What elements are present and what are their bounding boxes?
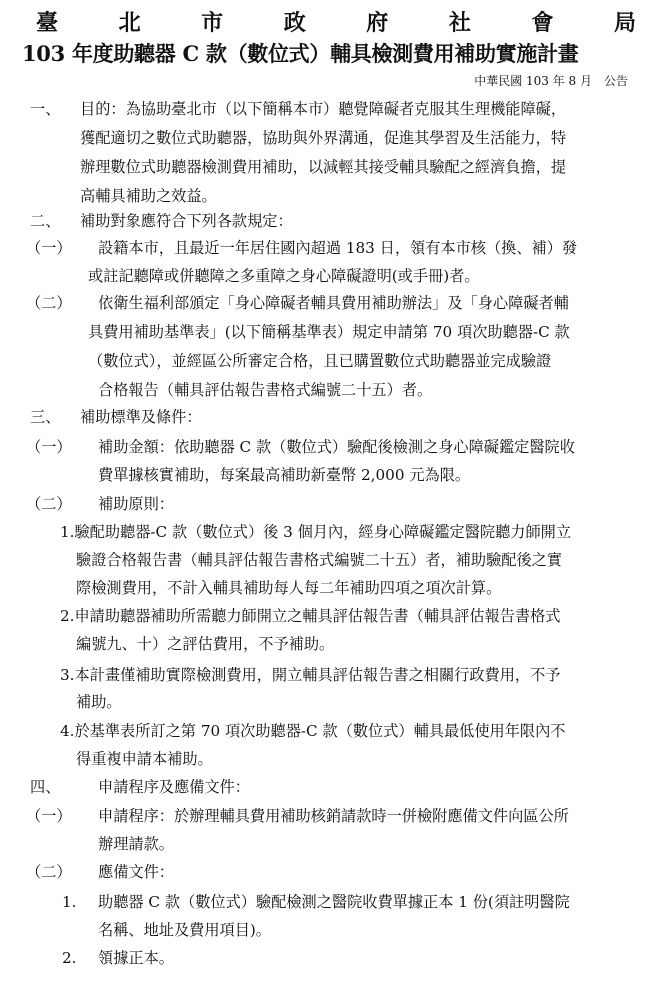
section-label: 三、 [30, 408, 61, 426]
text-line: 4.於基準表所訂之第 70 項次助聽器-C 款（數位式）輔具最低使用年限內不 [60, 722, 566, 740]
item-label: （二） [26, 294, 72, 312]
text-line: 驗證合格報告書（輔具評估報告書格式編號二十五）者，補助驗配後之實 [76, 551, 562, 569]
text-line: 目的：為協助臺北市（以下簡稱本市）聽覺障礙者克服其生理機能障礙， [80, 100, 566, 118]
document-item-number: 1. [62, 893, 77, 911]
text-line: 際檢測費用，不計入輔具補助每人每二年補助四項之項次計算。 [76, 579, 502, 597]
org-char: 臺 [36, 10, 59, 36]
text-line: 得重複申請本補助。 [76, 750, 213, 768]
subsection-heading: 應備文件： [98, 863, 174, 881]
text-line: 補助金額：依助聽器 C 款（數位式）驗配後檢測之身心障礙鑑定醫院收 [98, 438, 575, 456]
announcement-date: 中華民國 103 年 8 月 公告 [474, 74, 628, 88]
item-label: （一） [26, 807, 72, 825]
org-char: 社 [448, 10, 471, 36]
section-label: 二、 [30, 212, 61, 230]
text-line: 3.本計畫僅補助實際檢測費用，開立輔具評估報告書之相關行政費用，不予 [60, 666, 561, 684]
text-line: 具費用補助基準表」(以下簡稱基準表）規定申請第 70 項次助聽器-C 款 [88, 323, 570, 341]
text-line: 合格報告（輔具評估報告書格式編號二十五）者。 [98, 381, 433, 399]
item-label: （一） [26, 239, 72, 257]
text-line: 名稱、地址及費用項目)。 [98, 921, 271, 939]
org-char: 北 [118, 10, 141, 36]
text-line: 設籍本市，且最近一年居住國內超過 183 日，領有本市核（換、補）發 [98, 239, 578, 257]
organization-name [36, 6, 636, 37]
text-line: 2.申請助聽器補助所需聽力師開立之輔具評估報告書（輔具評估報告書格式 [60, 607, 561, 625]
org-char: 政 [283, 10, 306, 36]
text-line: 補助。 [76, 693, 122, 711]
org-char: 府 [366, 10, 389, 36]
text-line: 或註記聽障或併聽障之多重障之身心障礙證明(或手冊)者。 [88, 267, 480, 285]
org-char: 局 [613, 10, 636, 36]
org-char: 會 [531, 10, 554, 36]
section-heading: 申請程序及應備文件： [98, 778, 250, 796]
text-line: 助聽器 C 款（數位式）驗配檢測之醫院收費單據正本 1 份(須註明醫院 [98, 893, 570, 911]
item-label: （一） [26, 438, 72, 456]
item-label: （二） [26, 495, 72, 513]
item-label: （二） [26, 863, 72, 881]
text-line: 依衛生福利部頒定「身心障礙者輔具費用補助辦法」及「身心障礙者輔 [98, 294, 569, 312]
text-line: 編號九、十）之評估費用，不予補助。 [76, 635, 335, 653]
text-line: 辦理請款。 [98, 835, 174, 853]
document-item-number: 2. [62, 949, 77, 967]
text-line: 領據正本。 [98, 949, 174, 967]
text-line: 1.驗配助聽器-C 款（數位式）後 3 個月內，經身心障礙鑑定醫院聽力師開立 [60, 523, 572, 541]
text-line: 費單據核實補助，每案最高補助新臺幣 2,000 元為限。 [98, 466, 471, 484]
text-line: 高輔具補助之效益。 [80, 187, 217, 205]
section-label: 一、 [30, 100, 61, 118]
document-title: 103 年度助聽器 C 款（數位式）輔具檢測費用補助實施計畫 [22, 41, 579, 66]
subsection-heading: 補助原則： [98, 495, 174, 513]
section-label: 四、 [30, 778, 61, 796]
text-line: （數位式），並經區公所審定合格，且已購置數位式助聽器並完成驗證 [88, 352, 552, 370]
section-heading: 補助對象應符合下列各款規定： [80, 212, 293, 230]
org-char: 市 [201, 10, 224, 36]
text-line: 申請程序：於辦理輔具費用補助核銷請款時一併檢附應備文件向區公所 [98, 807, 569, 825]
section-heading: 補助標準及條件： [80, 408, 202, 426]
text-line: 獲配適切之數位式助聽器，協助與外界溝通，促進其學習及生活能力，特 [80, 129, 566, 147]
text-line: 辦理數位式助聽器檢測費用補助，以減輕其接受輔具驗配之經濟負擔，提 [80, 158, 566, 176]
